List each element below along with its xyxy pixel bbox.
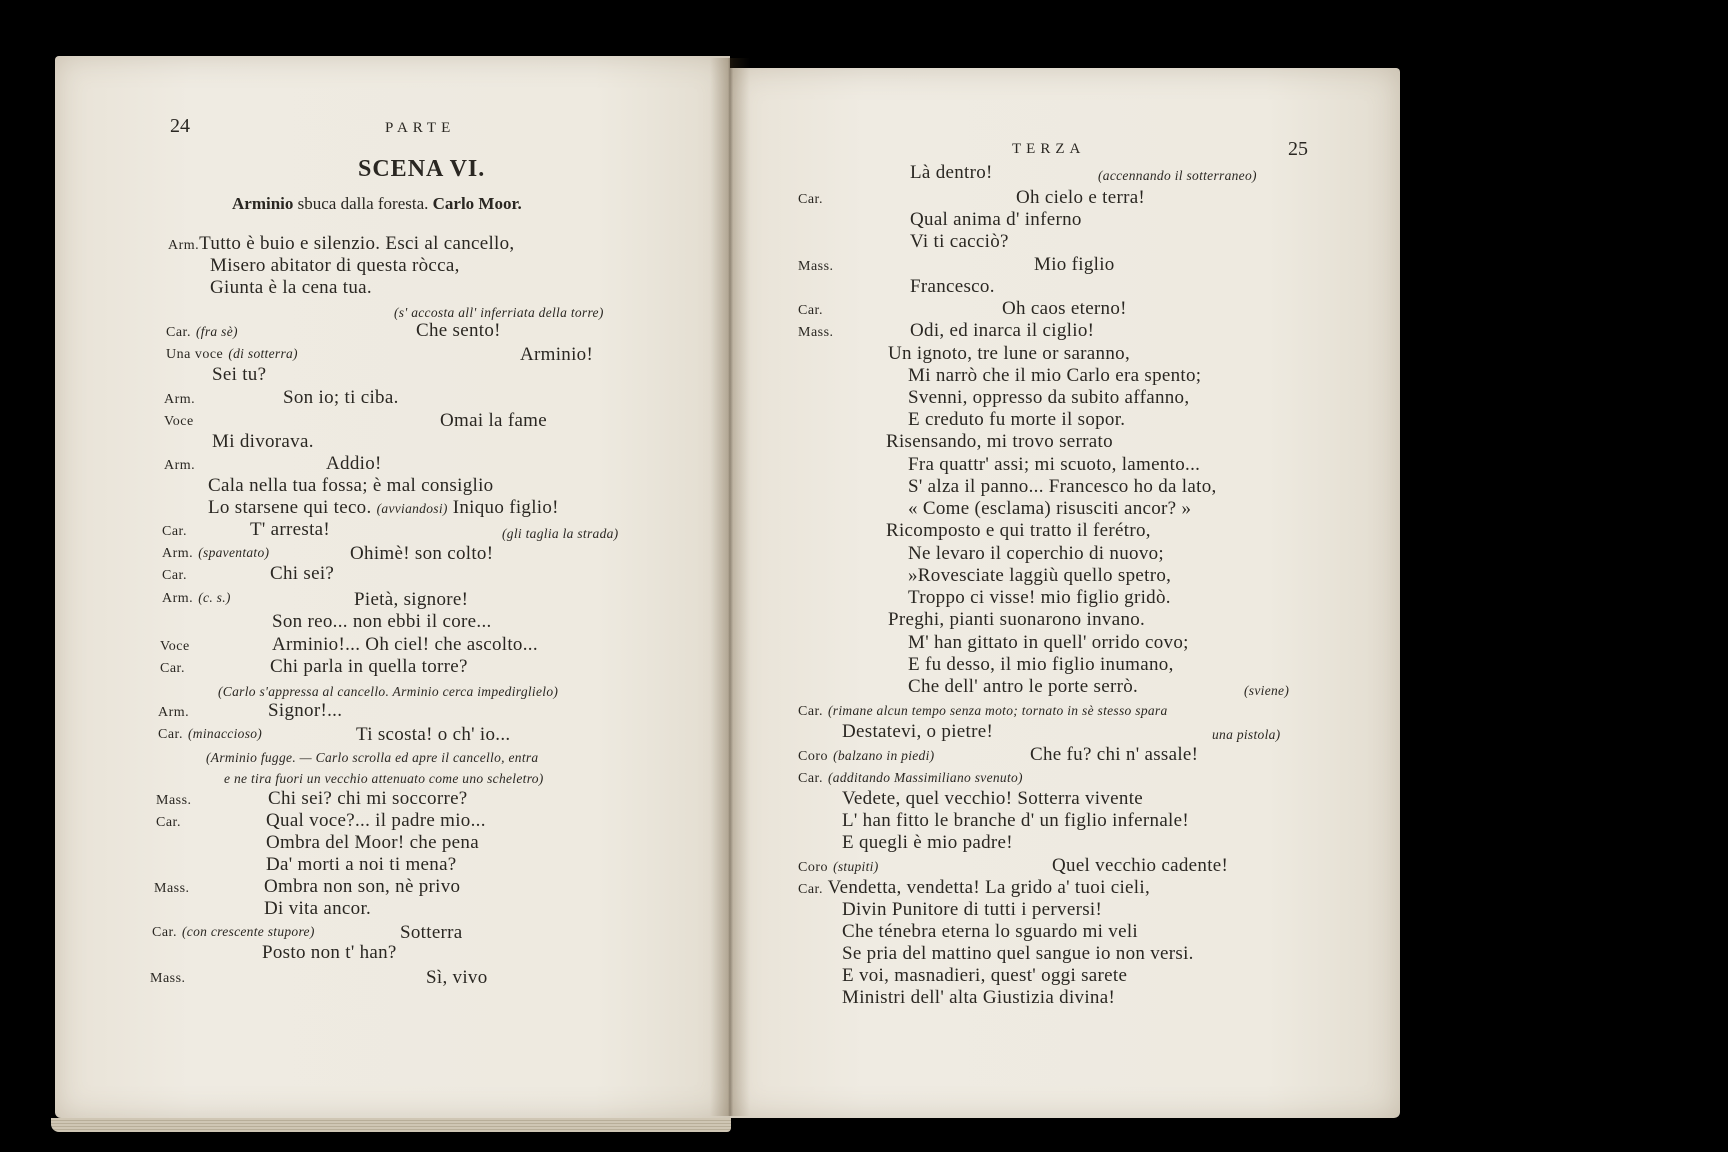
verse-line: Coro (stupiti) — [798, 859, 879, 875]
verse-line: Odi, ed inarca il ciglio! — [910, 320, 1095, 341]
verse-line: Destatevi, o pietre! — [842, 721, 994, 742]
verse-line: Car. — [798, 303, 823, 318]
verse-line: Lo starsene qui teco. (avviandosi) Iniquo figlio! — [208, 497, 559, 518]
verse-line: Fra quattr' assi; mi scuoto, lamento... — [908, 454, 1201, 475]
verse-line: Mass. — [156, 793, 192, 808]
verse-line: Chi sei? — [270, 563, 335, 584]
verse-line: Giunta è la cena tua. — [210, 277, 372, 298]
verse-line: Oh caos eterno! — [1002, 298, 1127, 319]
verse-line: Risensando, mi trovo serrato — [886, 431, 1113, 452]
verse-line: Che dell' antro le porte serrò. — [908, 676, 1139, 697]
verse-line: Preghi, pianti suonarono invano. — [888, 609, 1146, 630]
verse-line: Addio! — [326, 453, 382, 474]
verse-line: Qual voce?... il padre mio... — [266, 810, 486, 831]
verse-line: Car. (con crescente stupore) — [152, 924, 315, 940]
verse-line: Voce — [160, 639, 190, 654]
verse-line: Car. — [162, 568, 187, 583]
verse-line: Quel vecchio cadente! — [1052, 855, 1229, 876]
stage-direction: (sviene) — [1244, 683, 1290, 698]
verse-line: Che ténebra eterna lo sguardo mi veli — [842, 921, 1138, 942]
stage-direction-open: Arminio sbuca dalla foresta. Carlo Moor. — [232, 194, 522, 213]
verse-line: Car. — [160, 661, 185, 676]
verse-line: Un ignoto, tre lune or saranno, — [888, 343, 1130, 364]
verse-line: Pietà, signore! — [354, 589, 469, 610]
verse-line: Mass. — [798, 325, 834, 340]
verse-line: Coro (balzano in piedi) — [798, 748, 935, 764]
verse-line: Omai la fame — [440, 410, 547, 431]
verse-line: Son reo... non ebbi il core... — [272, 611, 492, 632]
verse-line: E fu desso, il mio figlio inumano, — [908, 654, 1174, 675]
verse-line: Sei tu? — [212, 364, 267, 385]
verse-line: Sotterra — [400, 922, 463, 943]
verse-line: Mi divorava. — [212, 431, 314, 452]
verse-line: Arm. (spaventato) — [162, 545, 270, 561]
verse-line: Car. (fra sè) — [166, 324, 238, 340]
page-number: 24 — [170, 115, 190, 137]
stage-direction: (accennando il sotterraneo) — [1098, 168, 1257, 183]
verse-line: Svenni, oppresso da subito affanno, — [908, 387, 1190, 408]
stage-direction: una pistola) — [1212, 727, 1281, 742]
verse-line: Car. — [798, 192, 823, 207]
verse-line: M' han gittato in quell' orrido covo; — [908, 632, 1189, 653]
verse-line: Arm. (c. s.) — [162, 590, 231, 606]
verse-line: Oh cielo e terra! — [1016, 187, 1146, 208]
verse-line: Arm. — [164, 458, 196, 473]
verse-line: « Come (esclama) risusciti ancor? » — [908, 498, 1192, 519]
page-edges — [51, 1118, 731, 1132]
verse-line: Misero abitator di questa ròcca, — [210, 255, 460, 276]
verse-line: T' arresta! — [250, 519, 331, 540]
running-head: TERZA — [1012, 141, 1086, 157]
verse-line: »Rovesciate laggiù quello spetro, — [908, 565, 1172, 586]
verse-line: Arminio! — [520, 344, 594, 365]
verse-line: Mass. — [150, 971, 186, 986]
verse-line: Qual anima d' inferno — [910, 209, 1082, 230]
verse-line: Mio figlio — [1034, 254, 1115, 275]
verse-line: L' han fitto le branche d' un figlio infernale! — [842, 810, 1189, 831]
verse-line: Cala nella tua fossa; è mal consiglio — [208, 475, 494, 496]
verse-line: Voce — [164, 414, 194, 429]
verse-line: S' alza il panno... Francesco ho da lato, — [908, 476, 1217, 497]
verse-line: Una voce (di sotterra) — [166, 346, 298, 362]
verse-line: Car. (rimane alcun tempo senza moto; tornato in sè stesso spara — [798, 703, 1168, 719]
verse-line: Vi ti cacciò? — [910, 231, 1009, 252]
stage-direction: e ne tira fuori un vecchio attenuato come uno scheletro) — [224, 771, 544, 786]
verse-line: Che sento! — [416, 320, 501, 341]
verse-line: Troppo ci visse! mio figlio gridò. — [908, 587, 1171, 608]
verse-line: Car. (minaccioso) — [158, 726, 263, 742]
verse-line: Vedete, quel vecchio! Sotterra vivente — [842, 788, 1144, 809]
verse-line: Chi parla in quella torre? — [270, 656, 468, 677]
stage-direction: (Carlo s'appressa al cancello. Arminio cerca impedirglielo) — [218, 684, 559, 699]
verse-line: Se pria del mattino quel sangue io non versi. — [842, 943, 1194, 964]
stage-direction: (Arminio fugge. — Carlo scrolla ed apre il cancello, entra — [206, 750, 539, 765]
verse-line: Signor!... — [268, 700, 343, 721]
verse-line: Ministri dell' alta Giustizia divina! — [842, 987, 1116, 1008]
verse-line: Arm.Tutto è buio e silenzio. Esci al cancello, — [168, 233, 515, 254]
verse-line: Là dentro! — [910, 162, 993, 183]
verse-line: E creduto fu morte il sopor. — [908, 409, 1126, 430]
verse-line: E quegli è mio padre! — [842, 832, 1013, 853]
verse-line: Arminio!... Oh ciel! che ascolto... — [272, 634, 538, 655]
verse-line: Ricomposto e qui tratto il ferétro, — [886, 520, 1151, 541]
stage-direction: (gli taglia la strada) — [502, 526, 619, 541]
stage-direction: (s' accosta all' inferriata della torre) — [394, 305, 604, 320]
verse-line: Car. — [156, 815, 181, 830]
verse-line: Posto non t' han? — [262, 942, 397, 963]
verse-line: Divin Punitore di tutti i perversi! — [842, 899, 1103, 920]
verse-line: Mi narrò che il mio Carlo era spento; — [908, 365, 1202, 386]
verse-line: Ti scosta! o ch' io... — [356, 724, 511, 745]
verse-line: Car. Vendetta, vendetta! La grido a' tuoi cieli, — [798, 877, 1150, 898]
verse-line: Ohimè! son colto! — [350, 543, 494, 564]
verse-line: Car. (additando Massimiliano svenuto) — [798, 770, 1023, 786]
verse-line: Di vita ancor. — [264, 898, 372, 919]
verse-line: Mass. — [798, 259, 834, 274]
verse-line: Da' morti a noi ti mena? — [266, 854, 457, 875]
verse-line: Ombra del Moor! che pena — [266, 832, 479, 853]
book-gutter — [710, 58, 750, 1116]
verse-line: Arm. — [158, 705, 190, 720]
verse-line: Che fu? chi n' assale! — [1030, 744, 1199, 765]
running-head: PARTE — [385, 120, 456, 136]
verse-line: Ne levaro il coperchio di nuovo; — [908, 543, 1164, 564]
verse-line: Mass. — [154, 881, 190, 896]
verse-line: Francesco. — [910, 276, 995, 297]
page-number: 25 — [1288, 138, 1308, 160]
verse-line: Arm. — [164, 392, 196, 407]
verse-line: Sì, vivo — [426, 967, 488, 988]
verse-line: Chi sei? chi mi soccorre? — [268, 788, 468, 809]
verse-line: Car. — [162, 524, 187, 539]
verse-line: Son io; ti ciba. — [283, 387, 399, 408]
verse-line: E voi, masnadieri, quest' oggi sarete — [842, 965, 1128, 986]
verse-line: Ombra non son, nè privo — [264, 876, 461, 897]
scene-title: SCENA VI. — [358, 156, 486, 182]
